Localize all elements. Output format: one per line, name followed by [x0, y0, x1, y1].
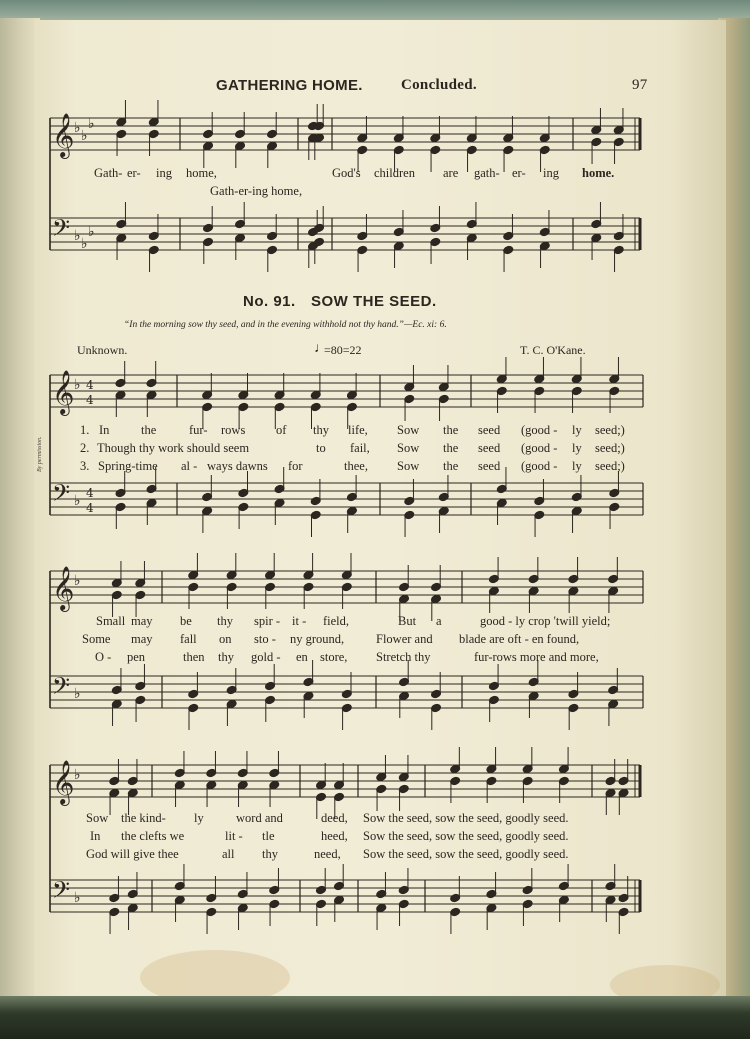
lyric-word: Sow the seed, sow the seed, goodly seed.	[363, 829, 569, 843]
lyric-word: thy	[313, 423, 329, 437]
lyric-word: field,	[323, 614, 350, 628]
lyric-word: (good -	[521, 459, 558, 473]
lyric-word: deed,	[321, 811, 348, 825]
lyric-word: a	[436, 614, 442, 628]
lyric-word: thy	[218, 650, 234, 664]
lyric-word: be	[180, 614, 192, 628]
lyric-word: fail,	[350, 441, 370, 455]
treble-clef-icon: 𝄞	[52, 370, 75, 414]
lyric-word: ly	[572, 441, 582, 455]
lyric-word: heed,	[321, 829, 348, 843]
metronome-note-icon: ♩	[314, 341, 328, 356]
lyric-word: the kind-	[121, 811, 166, 825]
lyric-word: ny ground,	[290, 632, 345, 646]
lyric-word: In	[90, 829, 101, 843]
flat-icon: ♭	[74, 120, 81, 136]
bass-clef-icon: 𝄢	[52, 672, 71, 705]
lyric-word: ways dawns	[207, 459, 268, 473]
lyric-word: Sow	[397, 441, 420, 455]
lyric-word: spir -	[254, 614, 281, 628]
lyric-word: then	[183, 650, 205, 664]
lyric-word: (good -	[521, 423, 558, 437]
lyric-word: the clefts we	[121, 829, 185, 843]
time-signature: 4	[86, 486, 94, 500]
lyric-word: Sow	[86, 811, 109, 825]
lyric-word: sto -	[254, 632, 276, 646]
lyric-word: may	[131, 632, 153, 646]
treble-clef-icon: 𝄞	[52, 113, 75, 157]
permission-note: By permission.	[37, 436, 43, 472]
verse-number: 3.	[80, 459, 90, 473]
lyric-word: word and	[236, 811, 283, 825]
time-signature: 4	[86, 393, 94, 407]
lyric-word: seed;)	[595, 459, 625, 473]
flat-icon: ♭	[74, 377, 81, 393]
lyric-word: life,	[348, 423, 368, 437]
treble-clef-icon: 𝄞	[52, 566, 75, 610]
lyric-word: ing	[156, 166, 172, 180]
lyric-word: God will give thee	[86, 847, 179, 861]
lyric-word: fur-rows more and more,	[474, 650, 599, 664]
lyric-bass: Gath-er-ing home,	[210, 184, 303, 198]
lyric-word: seed	[478, 423, 501, 437]
lyric-word: Stretch thy	[376, 650, 431, 664]
lyric-word: tle	[262, 829, 275, 843]
lyric-word: Sow	[397, 423, 420, 437]
flat-icon: ♭	[81, 236, 88, 252]
lyric-word: Sow	[397, 459, 420, 473]
lyric-word: ing	[543, 166, 559, 180]
lyric-word: thee,	[344, 459, 368, 473]
lyric-word: pen	[127, 650, 146, 664]
lyric-word: need,	[314, 847, 341, 861]
lyric-word: Some	[82, 632, 111, 646]
lyric-word: Spring-time	[98, 459, 158, 473]
hymn-epigraph: “In the morning sow thy seed, and in the evening withhold not thy hand.”—Ec. xi: 6.	[124, 320, 447, 330]
lyric-word: Gath-	[94, 166, 123, 180]
bass-clef-icon: 𝄢	[52, 214, 71, 247]
lyric-word: Sow the seed, sow the seed, goodly seed.	[363, 847, 569, 861]
lyric-word: ly	[572, 459, 582, 473]
bass-clef-icon: 𝄢	[52, 479, 71, 512]
flat-icon: ♭	[81, 128, 88, 144]
lyric-word: rows	[221, 423, 246, 437]
lyric-word: Though thy work should seem	[97, 441, 250, 455]
page-header-title: GATHERING HOME.	[216, 77, 363, 94]
lyric-word: blade are oft - en found,	[459, 632, 580, 646]
lyric-word: al -	[181, 459, 198, 473]
lyric-word: seed;)	[595, 441, 625, 455]
hymn-title: SOW THE SEED.	[311, 293, 437, 310]
lyric-word: the	[443, 441, 459, 455]
flat-icon: ♭	[74, 493, 81, 509]
lyric-word: seed	[478, 441, 501, 455]
flat-icon: ♭	[88, 224, 95, 240]
lyric-word: fur-	[189, 423, 208, 437]
lyric-word: the	[141, 423, 157, 437]
lyric-word: it -	[292, 614, 307, 628]
flat-icon: ♭	[74, 890, 81, 906]
tempo-marking: =80=22	[324, 343, 362, 357]
lyric-word: lit -	[225, 829, 243, 843]
lyric-word: for	[288, 459, 303, 473]
flat-icon: ♭	[74, 767, 81, 783]
lyric-word: home.	[582, 166, 615, 180]
lyric-word: er-	[127, 166, 141, 180]
lyric-word: the	[443, 423, 459, 437]
lyric-word: Flower and	[376, 632, 433, 646]
bass-clef-icon: 𝄢	[52, 876, 71, 909]
lyric-word: fall	[180, 632, 197, 646]
lyric-word: Small	[96, 614, 126, 628]
lyric-word: to	[316, 441, 326, 455]
lyric-word: all	[222, 847, 235, 861]
lyric-word: en	[296, 650, 308, 664]
flat-icon: ♭	[88, 116, 95, 132]
lyric-word: gold -	[251, 650, 281, 664]
lyric-word: seed	[478, 459, 501, 473]
lyric-word: children	[374, 166, 415, 180]
lyric-word: gath-	[474, 166, 500, 180]
lyric-word: ly	[572, 423, 582, 437]
lyric-word: on	[219, 632, 232, 646]
page-header-subtitle: Concluded.	[401, 77, 477, 93]
lyric-word: of	[276, 423, 287, 437]
time-signature: 4	[86, 501, 94, 515]
verse-number: 2.	[80, 441, 90, 455]
time-signature: 4	[86, 378, 94, 392]
lyric-word: are	[443, 166, 459, 180]
flat-icon: ♭	[74, 573, 81, 589]
lyric-word: ly	[194, 811, 204, 825]
lyric-word: may	[131, 614, 153, 628]
lyric-word: Sow the seed, sow the seed, goodly seed.	[363, 811, 569, 825]
lyric-word: But	[398, 614, 417, 628]
lyric-word: good - ly crop 'twill yield;	[480, 614, 611, 628]
lyric-word: er-	[512, 166, 526, 180]
lyric-word: home,	[186, 166, 217, 180]
lyric-word: In	[99, 423, 110, 437]
lyric-word: thy	[217, 614, 233, 628]
hymn-author: Unknown.	[77, 343, 128, 357]
verse-number: 1.	[80, 423, 90, 437]
page-number: 97	[632, 77, 648, 93]
lyric-word: thy	[262, 847, 278, 861]
flat-icon: ♭	[74, 686, 81, 702]
lyric-word: seed;)	[595, 423, 625, 437]
treble-clef-icon: 𝄞	[52, 760, 75, 804]
lyric-word: store,	[320, 650, 348, 664]
flat-icon: ♭	[74, 228, 81, 244]
lyric-word: O -	[95, 650, 112, 664]
hymn-number: No. 91.	[243, 293, 296, 310]
lyric-word: God's	[332, 166, 361, 180]
lyric-word: (good -	[521, 441, 558, 455]
lyric-word: the	[443, 459, 459, 473]
hymn-composer: T. C. O'Kane.	[520, 343, 586, 357]
